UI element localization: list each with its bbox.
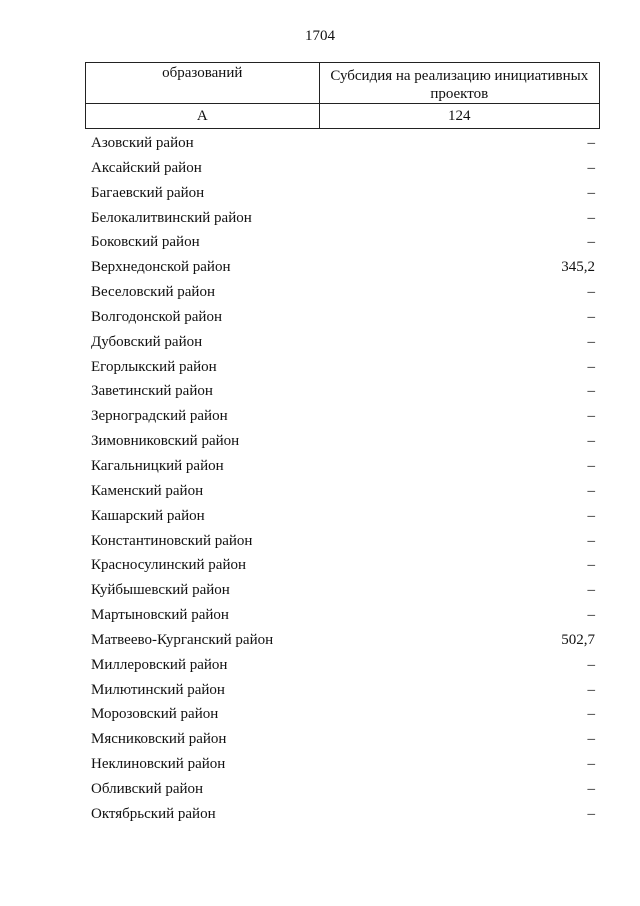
district-name: Белокалитвинский район (91, 209, 252, 226)
table-row (91, 454, 595, 479)
table-row (91, 777, 595, 802)
table-header (85, 62, 600, 129)
subsidy-value: – (587, 756, 595, 773)
table-row (91, 529, 595, 554)
subsidy-value: – (587, 234, 595, 251)
subsidy-value: – (587, 358, 595, 375)
subsidy-value: – (587, 731, 595, 748)
table-row (91, 230, 595, 255)
table-row (91, 206, 595, 231)
page-number: 1704 (305, 28, 335, 44)
district-name: Заветинский район (91, 383, 213, 400)
subsidy-value: – (587, 607, 595, 624)
table-row (91, 578, 595, 603)
district-name: Октябрьский район (91, 805, 216, 822)
table-row (91, 280, 595, 305)
subsidy-value: – (587, 780, 595, 797)
district-name: Егорлыкский район (91, 358, 217, 375)
district-name: Неклиновский район (91, 756, 226, 773)
subsidy-value: 345,2 (561, 259, 595, 276)
district-name: Кашарский район (91, 507, 205, 524)
table-row (91, 678, 595, 703)
subsidy-value: – (587, 333, 595, 350)
table-row (91, 355, 595, 380)
subsidy-value: – (587, 308, 595, 325)
table-row (91, 131, 595, 156)
subsidy-value: – (587, 383, 595, 400)
table-row (91, 752, 595, 777)
table-row (91, 379, 595, 404)
table-row (91, 404, 595, 429)
column-header-municipality (86, 63, 320, 104)
district-name: Мартыновский район (91, 607, 229, 624)
table-row (91, 628, 595, 653)
subsidy-value: – (587, 135, 595, 151)
subsidy-value: – (587, 408, 595, 425)
district-name: Миллеровский район (91, 656, 228, 673)
subsidy-value: – (587, 681, 595, 698)
column-index-municipality: А (86, 104, 320, 129)
table-header-row (86, 63, 600, 104)
column-header-municipality-label: образований (162, 65, 243, 81)
subsidy-value: – (587, 532, 595, 549)
table-body (91, 131, 595, 827)
subsidy-value: – (587, 433, 595, 450)
table-row (91, 255, 595, 280)
table-index-row (86, 104, 600, 129)
district-name: Красносулинский район (91, 557, 247, 574)
table-row (91, 504, 595, 529)
column-index-subsidy: 124 (319, 104, 599, 129)
table-row (91, 802, 595, 827)
district-name: Милютинский район (91, 681, 225, 698)
district-name: Волгодонской район (91, 308, 222, 325)
district-name: Зерноградский район (91, 408, 228, 425)
district-name: Морозовский район (91, 706, 219, 723)
district-name: Мясниковский район (91, 731, 227, 748)
district-name: Веселовский район (91, 284, 215, 301)
table-row (91, 479, 595, 504)
district-name: Зимовниковский район (91, 433, 240, 450)
district-name: Багаевский район (91, 184, 205, 201)
subsidy-value: – (587, 706, 595, 723)
district-name: Куйбышевский район (91, 582, 230, 599)
subsidy-value: – (587, 457, 595, 474)
district-name: Аксайский район (91, 159, 202, 176)
district-name: Каменский район (91, 482, 204, 499)
table-row (91, 653, 595, 678)
subsidy-value: – (587, 159, 595, 176)
column-header-subsidy (319, 63, 599, 104)
district-name: Дубовский район (91, 333, 203, 350)
subsidy-value: – (587, 482, 595, 499)
district-name: Верхнедонской район (91, 259, 231, 276)
subsidy-value: – (587, 184, 595, 201)
subsidy-value: – (587, 507, 595, 524)
table-row (91, 429, 595, 454)
district-name: Константиновский район (91, 532, 253, 549)
district-name: Обливский район (91, 780, 204, 797)
subsidy-value: – (587, 805, 595, 822)
column-header-subsidy-label: Субсидия на реализацию инициативных проектов (330, 68, 589, 102)
subsidy-value: – (587, 656, 595, 673)
table-row (91, 702, 595, 727)
table-row (91, 553, 595, 578)
table-row (91, 603, 595, 628)
district-name: Кагальницкий район (91, 457, 224, 474)
district-name: Матвеево-Курганский район (91, 631, 274, 648)
table-row (91, 727, 595, 752)
table-row (91, 156, 595, 181)
subsidy-value: – (587, 582, 595, 599)
table-row (91, 181, 595, 206)
subsidy-value: – (587, 284, 595, 301)
subsidy-value: – (587, 209, 595, 226)
table-row (91, 305, 595, 330)
district-name: Боковский район (91, 234, 200, 251)
subsidy-value: – (587, 557, 595, 574)
district-name: Азовский район (91, 135, 194, 151)
subsidy-value: 502,7 (561, 631, 595, 648)
table-row (91, 330, 595, 355)
